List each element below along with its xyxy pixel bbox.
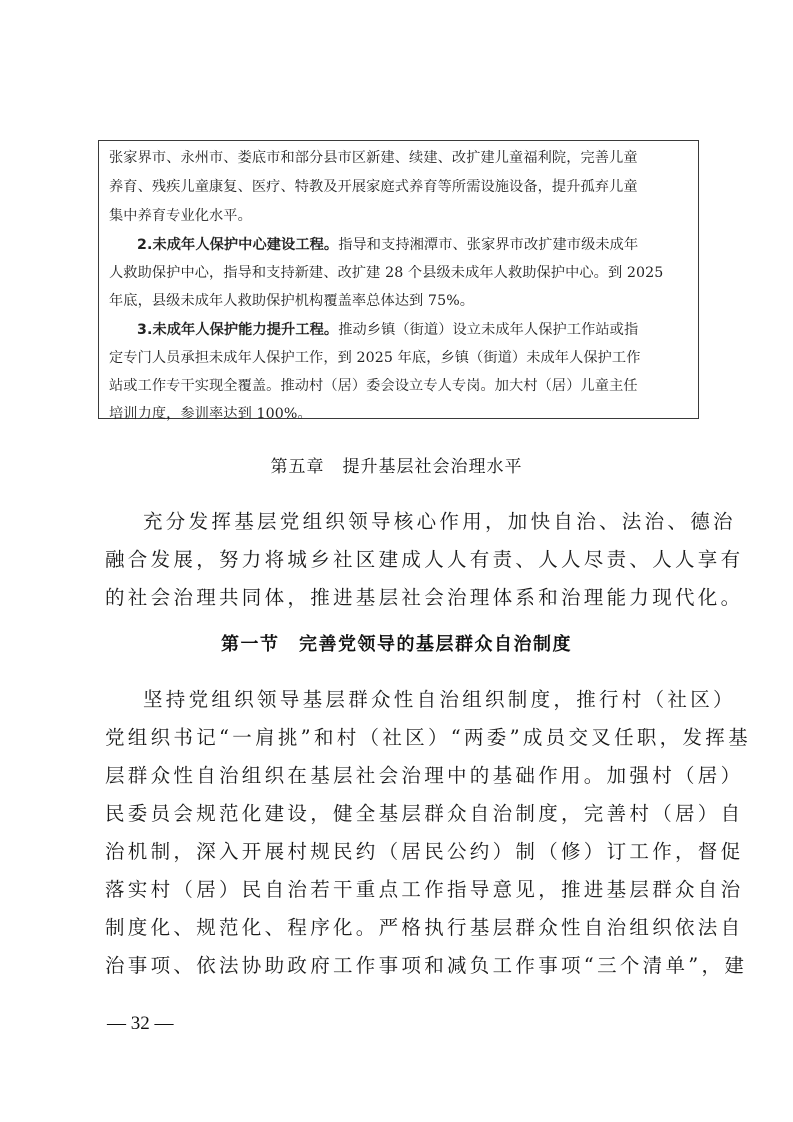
- paragraph-line: 充分发挥基层党组织领导核心作用，加快自治、法治、德治: [143, 510, 736, 533]
- box-line: 集中养育专业化水平。: [109, 208, 252, 224]
- project-item-2-title: 2.未成年人保护中心建设工程。: [137, 237, 339, 253]
- project-box: [98, 140, 699, 422]
- paragraph-line: 融合发展，努力将城乡社区建成人人有责、人人尽责、人人享有: [105, 548, 744, 571]
- project-item-3-title: 3.未成年人保护能力提升工程。: [137, 322, 339, 338]
- paragraph-line: 民委员会规范化建设，健全基层群众自治制度，完善村（居）自: [105, 802, 744, 825]
- paragraph-line: 治事项、依法协助政府工作事项和减负工作事项“三个清单”，建: [105, 954, 748, 977]
- paragraph-line: 落实村（居）民自治若干重点工作指导意见，推进基层群众自治: [105, 878, 744, 901]
- box-line: 培训力度，参训率达到 100%。: [109, 406, 312, 422]
- box-line: 定专门人员承担未成年人保护工作，到 2025 年底，乡镇（街道）未成年人保护工作: [109, 350, 641, 366]
- box-line: 年底，县级未成年人救助保护机构覆盖率总体达到 75%。: [109, 293, 475, 309]
- paragraph-line: 党组织书记“一肩挑”和村（社区）“两委”成员交叉任职，发挥基: [105, 726, 751, 749]
- paragraph-line: 制度化、规范化、程序化。严格执行基层群众性自治组织依法自: [105, 916, 744, 939]
- paragraph-line: 治机制，深入开展村规民约（居民公约）制（修）订工作，督促: [105, 840, 744, 863]
- paragraph-line: 的社会治理共同体，推进基层社会治理体系和治理能力现代化。: [105, 586, 744, 609]
- section-title: 第一节 完善党领导的基层群众自治制度: [221, 634, 572, 655]
- box-line: 站或工作专干实现全覆盖。推动村（居）委会设立专人专岗。加大村（居）儿童主任: [109, 378, 638, 394]
- box-line: 张家界市、永州市、娄底市和部分县市区新建、续建、改扩建儿童福利院，完善儿童: [109, 150, 638, 166]
- page-number: — 32 —: [107, 1013, 174, 1034]
- project-item-2-first-line: [137, 234, 638, 254]
- box-line: 养育、残疾儿童康复、医疗、特教及开展家庭式养育等所需设施设备，提升孤弃儿童: [109, 179, 638, 195]
- project-item-3-first-line: [137, 319, 638, 339]
- paragraph-line: 坚持党组织领导基层群众性自治组织制度，推行村（社区）: [143, 688, 736, 711]
- chapter-title: 第五章 提升基层社会治理水平: [270, 457, 523, 477]
- paragraph-line: 层群众性自治组织在基层社会治理中的基础作用。加强村（居）: [105, 764, 744, 787]
- project-item-3-text: 推动乡镇（街道）设立未成年人保护工作站或指: [338, 322, 639, 338]
- box-line: 人救助保护中心，指导和支持新建、改扩建 28 个县级未成年人救助保护中心。到 2025: [109, 265, 664, 281]
- project-item-2-text: 指导和支持湘潭市、张家界市改扩建市级未成年: [338, 237, 639, 253]
